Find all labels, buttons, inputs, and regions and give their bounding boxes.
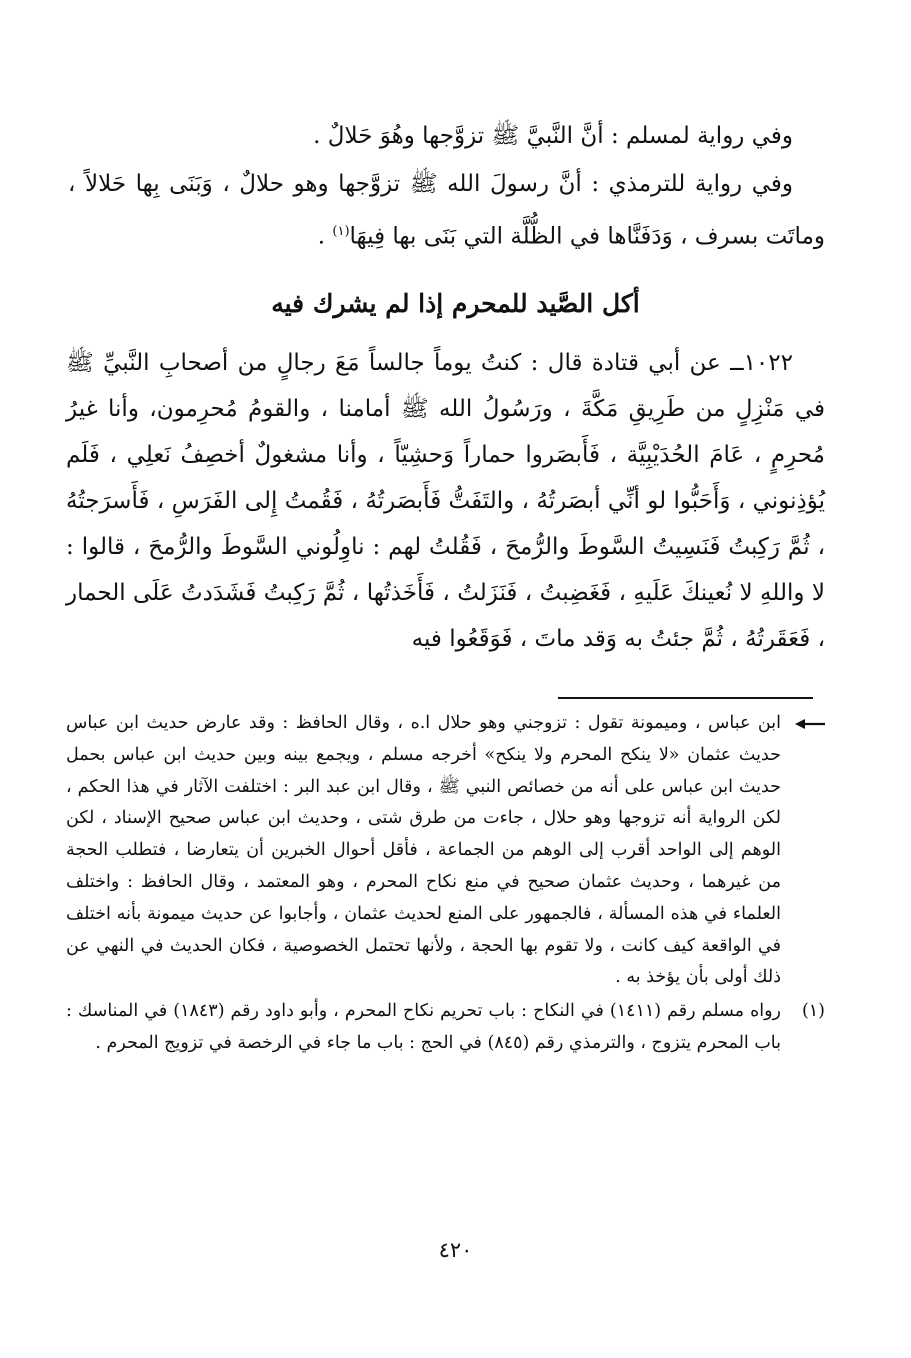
footnote-continued [66,708,825,994]
continued-arrow-marker [787,708,825,743]
footnotes-block [66,708,825,1060]
footnote-reference: (١) [332,224,350,239]
section-heading: أكل الصَّيد للمحرم إذا لم يشرك فيه [271,289,640,318]
footnote-1-marker: (١) [801,1001,825,1022]
footnote-separator [558,697,813,699]
tirmidhi-narration-text: وفي رواية للترمذي : أنَّ رسولَ الله ﷺ تزوَّجها وهو حلالٌ ، وَبَنَى بِها حَلالاً ، وماتَت بسرف ، وَدَفَنَّاها في الظُّلَّة التي بَنَى بها فِيهَا [68,171,825,250]
end-mark: . [317,223,333,250]
footnote-1 [66,996,825,1060]
footnote-continued-text: ابن عباس ، وميمونة تقول : تزوجني وهو حلال ا.ه ، وقال الحافظ : وقد عارض حديث ابن عباس حديث عثمان «لا ينكح المحرم ولا ينكح» أخرجه مسلم ، ويجمع بينه وبين حديث ابن عباس بحمل حديث ابن عباس على أنه من خصائص النبي ﷺ ، وقال ابن عبد البر : اختلفت الآثار في هذا الحكم ، لكن الرواية أنه تزوجها وهو حلال ، جاءت من طرق شتى ، وحديث ابن عباس صحيح الإسناد ، لكن الوهم إلى الواحد أقرب إلى الوهم من الجماعة ، فأقل أحوال الخبرين أن يتعارضا ، فتطلب الحجة من غيرهما ، وحديث عثمان صحيح في منع نكاح المحرم ، وهو المعتمد ، وقال الحافظ : واختلف العلماء في هذه المسألة ، فالجمهور على المنع لحديث عثمان ، وأجابوا عن حديث ميمونة بأنه اختلف في الواقعة كيف كانت ، ولا تقوم بها الحجة ، ولأنها تحتمل الخصوصية ، فكان الحديث في النهي عن ذلك أولى بأن يؤخذ به . [66,713,781,988]
main-text-block [68,112,825,261]
paragraph-muslim-narration: وفي رواية لمسلم : أنَّ النَّبيَّ ﷺ تزوَّجها وهُوَ حَلالٌ . [313,123,793,149]
hadith-1022-text: ١٠٢٢ــ عن أبي قتادة قال : كنتُ يوماً جالساً مَعَ رجالٍ من أصحابِ النَّبيِّ ﷺ في مَنْزِلٍ من طَرِيقِ مَكَّةَ ، ورَسُولُ الله ﷺ أمامنا ، والقومُ مُحرِمون، وأنا غيرُ مُحرِمٍ ، عَامَ الحُدَيْبِيَّة ، فَأَبصَروا حماراً وَحشِيّاً ، وأنا مشغولٌ أخصِفُ نَعلِي ، فَلَم يُؤذِنوني ، وَأَحَبُّوا لو أنِّي أبصَرتُهُ ، والتَفَتُّ فَأَبصَرتُهُ ، فَقُمتُ إِلى الفَرَسِ ، فَأَسرَجتُهُ ، ثُمَّ رَكِبتُ فَنَسِيتُ السَّوطَ والرُّمحَ ، فَقُلتُ لهم : ناوِلُوني السَّوطَ والرُّمحَ ، قالوا : لا واللهِ لا نُعينكَ عَلَيهِ ، فَغَضِبتُ ، فَنَزَلتُ ، فَأَخَذتُها ، ثُمَّ رَكِبتُ فَشَدَدتُ عَلَى الحمار ، فَعَقَرتُهُ ، ثُمَّ جئتُ به وَقد ماتَ ، فَوَقَعُوا فيه [66,350,825,652]
hadith-block [66,340,825,662]
arrow-icon [795,717,825,731]
page-number: ٤٢٠ [438,1238,473,1262]
paragraph-tirmidhi-narration [68,160,825,261]
footnote-1-text: رواه مسلم رقم (١٤١١) في النكاح : باب تحريم نكاح المحرم ، وأبو داود رقم (١٨٤٣) في المناسك : باب المحرم يتزوج ، والترمذي رقم (٨٤٥) في الحج : باب ما جاء في الرخصة في تزويج المحرم . [66,1001,781,1053]
